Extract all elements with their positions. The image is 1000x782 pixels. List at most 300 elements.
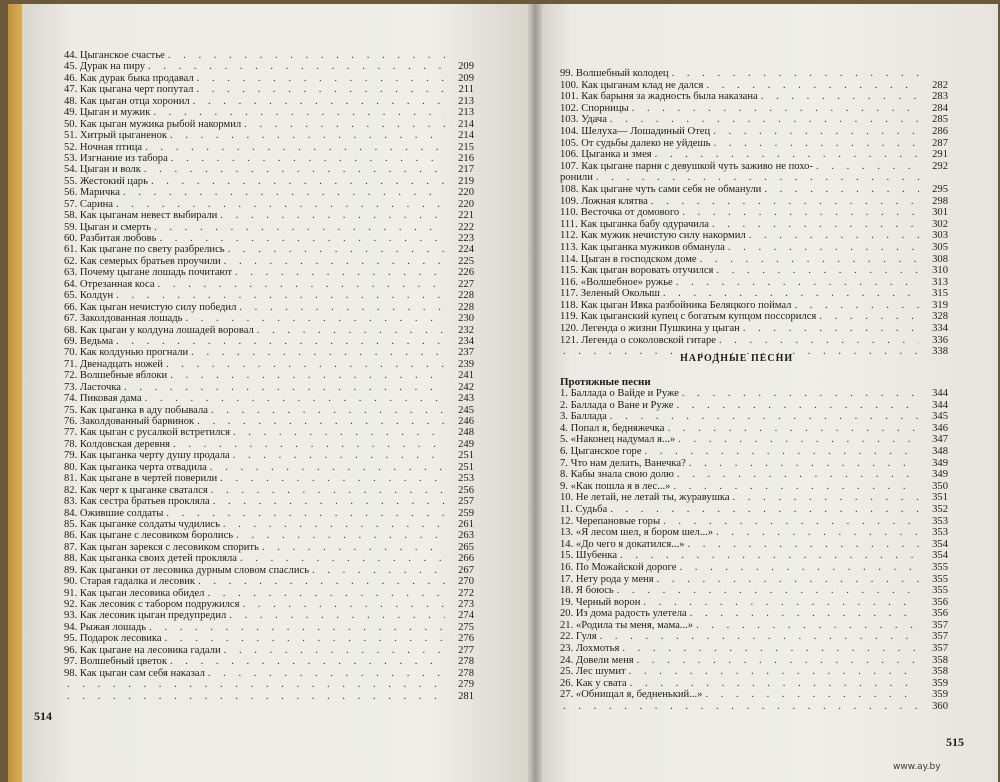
toc-entry (64, 130, 474, 141)
toc-entry-title: 76. Заколдованный барвинок (64, 416, 195, 427)
toc-entry-page: 228 (458, 301, 474, 313)
toc-entry-title: 59. Цыган и смерть (64, 221, 152, 233)
toc-leader-dots (794, 300, 919, 312)
toc-entry-page: 286 (932, 125, 948, 137)
toc-entry (560, 68, 948, 80)
toc-entry-page: 301 (932, 207, 948, 219)
toc-leader-dots (211, 485, 445, 496)
toc-entry-page: 354 (932, 550, 948, 562)
toc-entry-title: 111. Как цыганка бабу одурачила (560, 218, 709, 230)
toc-leader-dots (144, 164, 445, 175)
toc-entry (64, 588, 474, 599)
toc-entry (64, 416, 474, 427)
toc-leader-dots (716, 265, 919, 277)
watermark: www.ay.by (893, 762, 941, 772)
toc-entry-page: 226 (458, 267, 474, 279)
toc-entry-title: 46. Как дурак быка продавал (64, 72, 194, 84)
toc-entry-page: 344 (932, 388, 948, 399)
toc-entry-page: 355 (932, 561, 948, 573)
toc-leader-dots (151, 176, 445, 187)
toc-entry (64, 119, 474, 130)
toc-entry-title: 93. Как лесовик цыган предупредил (64, 610, 227, 622)
toc-entry-page: 287 (932, 137, 948, 149)
toc-entry (560, 277, 948, 289)
toc-entry (560, 504, 948, 516)
toc-leader-dots (211, 405, 445, 416)
toc-leader-dots (764, 184, 919, 196)
toc-entry-title: 95. Подарок лесовика (64, 633, 162, 645)
toc-entry (560, 161, 948, 173)
toc-entry (560, 458, 948, 470)
toc-leader-dots (610, 411, 919, 423)
toc-entry-page: 358 (932, 654, 948, 666)
toc-entry-title: 14. «До чего я докатился...» (560, 538, 685, 550)
toc-entry (64, 519, 474, 530)
toc-entry (560, 242, 948, 254)
toc-entry-title: 4. Попал я, бедняжечка (560, 422, 665, 434)
toc-entry-page: 283 (932, 91, 948, 103)
toc-entry-title: 63. Почему цыгане лошадь почитают (64, 267, 232, 279)
toc-entry-title: 108. Как цыгане чуть сами себя не обманули (560, 183, 762, 195)
toc-entry-title: 120. Легенда о жизни Пушкина у цыган (560, 323, 740, 335)
toc-entry-page: 275 (458, 621, 474, 633)
toc-leader-dots (622, 643, 919, 655)
toc-entry-page: 272 (458, 587, 474, 599)
toc-entry-page: 291 (932, 149, 948, 161)
toc-entry (560, 80, 948, 92)
toc-entry-title: 55. Жестокий царь (64, 175, 148, 187)
toc-entry-title: 116. «Волшебное» ружье (560, 276, 673, 288)
toc-leader-dots (678, 434, 919, 446)
toc-entry-title: 64. Отрезанная коса (64, 278, 155, 290)
toc-leader-dots (123, 187, 445, 198)
toc-entry-page: 284 (932, 102, 948, 114)
toc-leader-dots (185, 313, 445, 324)
toc-entry-title: 58. Как цыганам невест выбирали (64, 210, 218, 222)
toc-entry-page: 360 (932, 701, 948, 713)
toc-entry-page: 221 (458, 210, 474, 222)
toc-leader-dots (596, 172, 919, 184)
section-title: НАРОДНЫЕ ПЕСНИ (680, 353, 794, 364)
page-gutter (528, 4, 542, 782)
toc-entry-page: 285 (932, 114, 948, 126)
toc-entry (560, 434, 948, 446)
toc-leader-dots (224, 256, 445, 267)
toc-entry-title: 67. Заколдованная лошадь (64, 313, 183, 325)
toc-leader-dots (690, 608, 919, 620)
toc-leader-dots (233, 427, 445, 438)
toc-leader-dots (657, 574, 919, 586)
toc-entry-page: 243 (458, 393, 474, 405)
toc-leader-dots (149, 622, 445, 633)
toc-entry-page: 308 (932, 253, 948, 265)
toc-entry-title: 94. Рыжая лошадь (64, 621, 147, 633)
toc-entry (64, 645, 474, 656)
toc-leader-dots (655, 149, 919, 161)
toc-entry-page: 263 (458, 530, 474, 542)
toc-entry-title: 23. Лохмотья (560, 643, 620, 655)
toc-entry-title: 44. Цыганское счастье (64, 50, 165, 61)
toc-entry-page: 241 (458, 370, 474, 382)
toc-entry-title: 19. Черный ворон (560, 596, 641, 608)
toc-leader-dots (600, 631, 919, 643)
toc-entry-title: 102. Спорницы (560, 102, 629, 114)
toc-leader-dots (235, 267, 445, 278)
toc-leader-dots (168, 50, 445, 61)
toc-entry-page: 230 (458, 313, 474, 325)
toc-entry-title: 1. Баллада о Вайде и Руже (560, 388, 679, 399)
toc-leader-dots (713, 138, 919, 150)
toc-entry-page: 350 (932, 480, 948, 492)
toc-leader-dots (166, 359, 445, 370)
toc-entry (64, 359, 474, 370)
toc-entry-page: 214 (458, 130, 474, 142)
toc-entry (560, 678, 948, 690)
toc-entry (560, 388, 948, 400)
toc-leader-dots (229, 610, 445, 621)
toc-entry-page: 298 (932, 195, 948, 207)
toc-entry (560, 288, 948, 300)
toc-entry (560, 254, 948, 266)
toc-leader-dots (262, 542, 445, 553)
toc-leader-dots (637, 655, 919, 667)
toc-entry-page: 358 (932, 666, 948, 678)
toc-entry-title: 49. Цыган и мужик (64, 107, 151, 119)
toc-leader-dots (193, 96, 445, 107)
toc-entry (560, 631, 948, 643)
toc-entry-title: 13. «Я лесом шел, я бором шел...» (560, 527, 714, 539)
toc-entry-title: 60. Разбитая любовь (64, 233, 157, 244)
toc-entry-page: 211 (458, 84, 474, 96)
toc-entry (560, 574, 948, 586)
toc-entry (560, 126, 948, 138)
toc-entry-page: 249 (458, 438, 474, 450)
toc-entry-page: 355 (932, 573, 948, 585)
toc-entry-title: 22. Гуля (560, 631, 597, 643)
toc-entry-page: 246 (458, 416, 474, 427)
toc-entry-title: 2. Баллада о Ване и Руже (560, 399, 674, 411)
toc-entry (560, 196, 948, 208)
toc-leader-dots (257, 325, 445, 336)
toc-entry (560, 184, 948, 196)
toc-entry-title: 83. Как сестра братьев прокляла (64, 496, 210, 508)
toc-leader-dots (719, 335, 919, 347)
toc-entry (560, 550, 948, 562)
toc-entry-page: 265 (458, 541, 474, 553)
toc-entry-title: 7. Что нам делать, Ванечка? (560, 457, 686, 469)
toc-entry-title: 20. Из дома радость улетела (560, 608, 687, 620)
toc-entry (560, 608, 948, 620)
toc-entry-title: 89. Как цыганки от лесовика дурным словом спаслись (64, 564, 310, 576)
toc-leader-dots (645, 446, 919, 458)
toc-leader-dots (191, 347, 445, 358)
toc-entry (560, 597, 948, 609)
toc-entry-page: 223 (458, 233, 474, 244)
toc-entry-title: 84. Ожившие солдаты (64, 507, 164, 519)
toc-entry-page: 215 (458, 141, 474, 153)
toc-entry (560, 91, 948, 103)
toc-entry-title: 77. Как цыган с русалкой встретился (64, 427, 230, 439)
toc-leader-dots (663, 288, 919, 300)
toc-entry-page: 348 (932, 445, 948, 457)
toc-entry (64, 450, 474, 461)
toc-entry-page: 356 (932, 596, 948, 608)
toc-leader-dots (696, 620, 919, 632)
toc-entry-page: 278 (458, 667, 474, 679)
toc-leader-dots (165, 633, 445, 644)
toc-entry-page: 216 (458, 152, 474, 164)
toc-entry-page: 225 (458, 255, 474, 267)
toc-entry (560, 114, 948, 126)
toc-entry-title: 71. Двенадцать ножей (64, 358, 163, 370)
toc-leader-dots (197, 416, 445, 427)
toc-leader-dots (170, 656, 445, 667)
toc-entry (64, 244, 474, 255)
toc-entry-title: 15. Шубенка (560, 550, 618, 562)
toc-entry-title: 26. Как у свата (560, 677, 627, 689)
toc-entry (64, 199, 474, 210)
toc-entry (560, 666, 948, 678)
toc-entry-page: 277 (458, 644, 474, 656)
toc-entry-page: 347 (932, 434, 948, 446)
toc-entry-title: 24. Довели меня (560, 654, 634, 666)
toc-entry (64, 164, 474, 175)
toc-leader-dots (700, 254, 919, 266)
toc-entry-page: 276 (458, 633, 474, 645)
toc-entry (560, 172, 948, 184)
toc-entry (64, 462, 474, 473)
toc-leader-dots (689, 458, 919, 470)
toc-leader-dots (677, 469, 919, 481)
toc-entry-page: 338 (932, 346, 948, 358)
toc-entry-title: 82. Как черт к цыганке сватался (64, 484, 208, 496)
toc-entry-page: 257 (458, 496, 474, 508)
toc-entry-page: 334 (932, 323, 948, 335)
toc-entry-title: 75. Как цыганка в аду побывала (64, 404, 208, 416)
toc-leader-dots (67, 679, 445, 690)
toc-entry (64, 279, 474, 290)
toc-leader-dots (713, 126, 919, 138)
toc-entry-page: 219 (458, 175, 474, 187)
toc-entry (64, 393, 474, 404)
toc-entry (560, 400, 948, 412)
toc-entry-title: 56. Маричка (64, 187, 120, 199)
toc-entry (64, 668, 474, 679)
toc-entry-page: 310 (932, 265, 948, 277)
toc-leader-dots (629, 666, 919, 678)
toc-entry (560, 689, 948, 701)
toc-leader-dots (663, 516, 919, 528)
toc-entry-page: 209 (458, 72, 474, 84)
toc-entry-page: 259 (458, 507, 474, 519)
toc-entry-title: 53. Изгнание из табора (64, 152, 168, 164)
toc-entry-title: 25. Лес шумит (560, 666, 626, 678)
toc-leader-dots (207, 588, 445, 599)
toc-entry-page: 214 (458, 118, 474, 130)
toc-entry-page: 251 (458, 450, 474, 462)
toc-entry-page: 278 (458, 656, 474, 668)
toc-entry-title: 112. Как мужик нечистую силу накормил (560, 230, 746, 242)
toc-leader-dots (312, 565, 445, 576)
toc-entry-page: 245 (458, 404, 474, 416)
toc-entry-page: 354 (932, 538, 948, 550)
toc-entry (64, 542, 474, 553)
toc-leader-dots (208, 668, 445, 679)
toc-entry-title: 109. Ложная клятва (560, 195, 648, 207)
toc-entry-title: 17. Нету рода у меня (560, 573, 654, 585)
toc-entry (64, 302, 474, 313)
right-contents-list (560, 68, 948, 358)
toc-entry-title: 27. «Обнищал я, бедненький...» (560, 689, 703, 701)
toc-leader-dots (728, 242, 919, 254)
toc-entry-title: 85. Как цыганке солдаты чудились (64, 518, 220, 530)
toc-entry-title: 72. Волшебные яблоки (64, 370, 168, 382)
toc-entry-page: 242 (458, 381, 474, 393)
toc-leader-dots (743, 323, 919, 335)
toc-entry-page: 353 (932, 515, 948, 527)
toc-entry (560, 335, 948, 347)
toc-entry-title: 115. Как цыган воровать отучился (560, 265, 714, 277)
toc-entry-page: 266 (458, 553, 474, 565)
toc-leader-dots (210, 462, 445, 473)
toc-leader-dots (632, 103, 919, 115)
toc-entry (64, 622, 474, 633)
toc-entry-title: 9. «Как пошла я в лес...» (560, 480, 671, 492)
toc-entry-title: 80. Как цыганка черта отвадила (64, 461, 207, 473)
toc-entry-title: 5. «Наконец надумал я...» (560, 434, 676, 446)
toc-leader-dots (170, 130, 445, 141)
toc-entry (64, 84, 474, 95)
toc-entry-title: 50. Как цыган мужика рыбой накормил (64, 118, 242, 130)
toc-entry-page: 328 (932, 311, 948, 323)
toc-entry (64, 370, 474, 381)
toc-leader-dots (159, 233, 445, 244)
toc-entry-page: 274 (458, 610, 474, 622)
toc-entry (64, 233, 474, 244)
toc-entry-page: 356 (932, 608, 948, 620)
toc-entry (560, 423, 948, 435)
toc-leader-dots (173, 439, 445, 450)
toc-entry-title: 79. Как цыганка черту душу продала (64, 450, 230, 462)
toc-leader-dots (166, 508, 445, 519)
toc-entry-page: 248 (458, 427, 474, 439)
toc-entry-title: 104. Шелуха— Лошадиный Отец (560, 125, 711, 137)
toc-leader-dots (116, 290, 445, 301)
toc-entry (64, 96, 474, 107)
toc-entry-page: 349 (932, 469, 948, 481)
toc-entry-title: 73. Ласточка (64, 381, 122, 393)
toc-entry (560, 492, 948, 504)
toc-entry (64, 107, 474, 118)
toc-entry-page: 253 (458, 473, 474, 485)
toc-entry-page: 239 (458, 358, 474, 370)
toc-entry-title: 99. Волшебный колодец (560, 68, 669, 79)
toc-entry-title: 74. Пиковая дама (64, 393, 142, 405)
toc-entry (64, 187, 474, 198)
toc-entry-title: 107. Как цыгане парня с девушкой чуть заживо не похо- (560, 160, 814, 172)
toc-entry-title: 66. Как цыган нечистую силу победил (64, 301, 237, 313)
toc-entry (64, 405, 474, 416)
toc-entry-page: 256 (458, 484, 474, 496)
toc-entry (560, 562, 948, 574)
toc-entry-page: 224 (458, 244, 474, 256)
toc-entry (64, 50, 474, 61)
toc-entry-title: 61. Как цыгане по свету разбрелись (64, 244, 225, 256)
toc-entry-page: 346 (932, 422, 948, 434)
toc-entry (64, 382, 474, 393)
toc-leader-dots (116, 199, 445, 210)
toc-entry (64, 210, 474, 221)
toc-entry-title: 110. Весточка от домового (560, 207, 680, 219)
toc-entry-title: 18. Я боюсь (560, 585, 614, 597)
toc-entry-page: 213 (458, 107, 474, 119)
toc-entry-page: 344 (932, 399, 948, 411)
right-page-number: 515 (946, 735, 964, 749)
toc-entry-title: 119. Как цыганский купец с богатым купцом поссорился (560, 311, 817, 323)
toc-leader-dots (676, 277, 919, 289)
toc-entry-title: 12. Черепановые горы (560, 515, 661, 527)
toc-entry-page: 351 (932, 492, 948, 504)
toc-entry-title: 3. Баллада (560, 411, 607, 423)
toc-entry (560, 643, 948, 655)
toc-leader-dots (224, 645, 445, 656)
toc-entry-title: 45. Дурак на пиру (64, 61, 146, 73)
toc-entry (64, 565, 474, 576)
toc-entry-page: 209 (458, 61, 474, 73)
toc-entry-title: 11. Судьба (560, 503, 608, 515)
toc-entry-title: 70. Как колдунью прогнали (64, 347, 189, 359)
toc-entry-page: 217 (458, 164, 474, 176)
toc-leader-dots (170, 370, 445, 381)
toc-entry-title: 10. Не летай, не летай ты, журавушка (560, 492, 730, 504)
toc-entry (64, 439, 474, 450)
toc-entry (64, 313, 474, 324)
toc-leader-dots (761, 91, 919, 103)
toc-entry-title: 52. Ночная птица (64, 141, 143, 153)
toc-entry-page: 222 (458, 221, 474, 233)
toc-entry (560, 138, 948, 150)
toc-leader-dots (672, 68, 919, 80)
toc-entry-page: 282 (932, 79, 948, 91)
toc-entry (560, 516, 948, 528)
left-contents-list (64, 50, 474, 702)
toc-entry-title: 87. Как цыган зарекся с лесовиком спорить (64, 541, 259, 553)
toc-leader-dots (243, 599, 446, 610)
toc-entry-page: 319 (932, 299, 948, 311)
toc-leader-dots (668, 423, 920, 435)
toc-entry-page: 352 (932, 503, 948, 515)
toc-entry-page: 228 (458, 290, 474, 302)
toc-entry (64, 427, 474, 438)
toc-leader-dots (679, 562, 919, 574)
toc-entry (64, 347, 474, 358)
toc-entry-page: 305 (932, 241, 948, 253)
toc-leader-dots (145, 142, 445, 153)
toc-leader-dots (171, 153, 445, 164)
toc-entry-page: 357 (932, 619, 948, 631)
toc-entry-title: 113. Как цыганка мужиков обманула (560, 241, 725, 253)
toc-entry-page: 359 (932, 689, 948, 701)
toc-entry (64, 222, 474, 233)
toc-entry-title: 69. Ведьма (64, 335, 114, 347)
toc-entry-title: 65. Колдун (64, 290, 114, 302)
toc-entry-page: 303 (932, 230, 948, 242)
toc-leader-dots (233, 450, 445, 461)
toc-entry-title: 81. Как цыгане в чертей поверили (64, 473, 218, 485)
toc-entry-title: 103. Удача (560, 114, 607, 126)
toc-entry-title: 68. Как цыган у колдуна лошадей воровал (64, 324, 254, 336)
toc-entry-page: 220 (458, 198, 474, 210)
